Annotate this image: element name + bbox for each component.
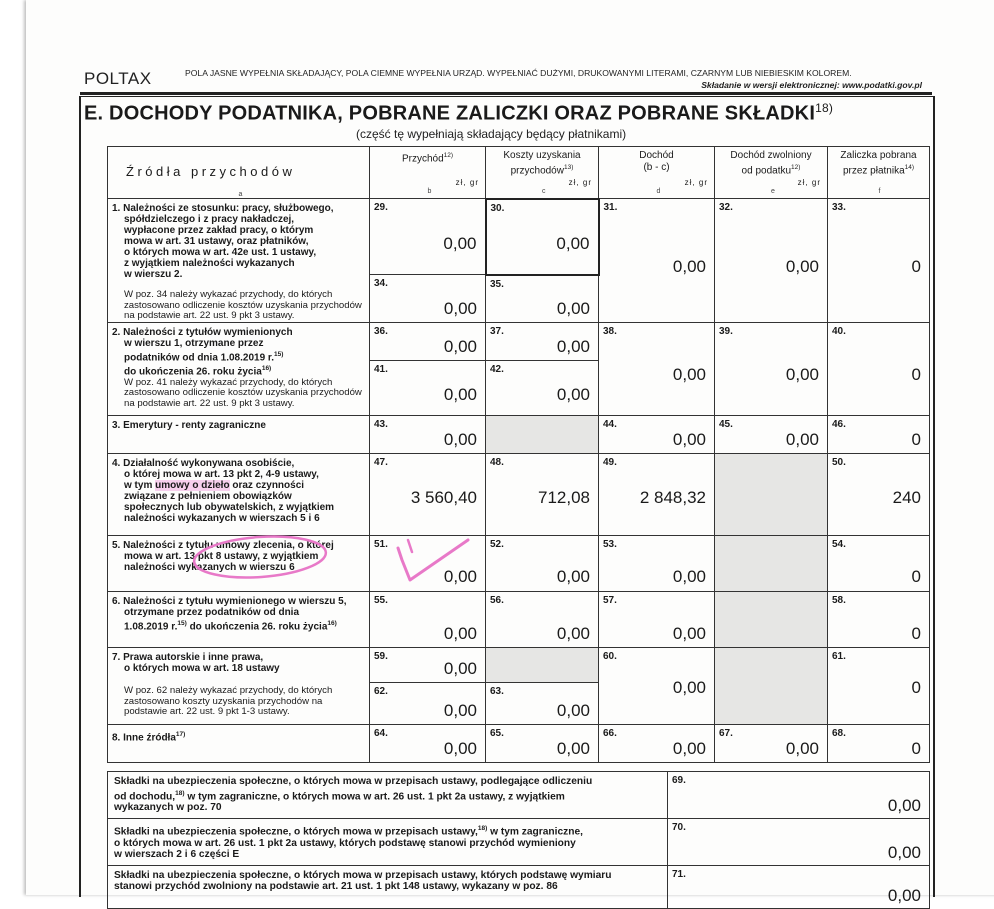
header-rule bbox=[80, 92, 932, 95]
field-37[interactable]: 37. 0,00 bbox=[486, 323, 599, 361]
field-69[interactable]: 69. 0,00 bbox=[668, 772, 930, 819]
field-39[interactable]: 39. 0,00 bbox=[715, 323, 828, 416]
income-table bbox=[107, 146, 930, 763]
field-53[interactable]: 53. 0,00 bbox=[599, 536, 715, 592]
shaded-cell bbox=[715, 592, 828, 648]
field-52[interactable]: 52. 0,00 bbox=[486, 536, 599, 592]
col-header-zaliczka: Zaliczka pobrana przez płatnika$^{14)}$ f bbox=[828, 147, 930, 199]
field-32[interactable]: 32. 0,00 bbox=[715, 199, 828, 323]
field-41[interactable]: 41. 0,00 bbox=[370, 361, 486, 416]
col-header-zwolniony: Dochód zwolniony od podatku$^{12)}$ zł, gr e bbox=[715, 147, 828, 199]
skladki-70-description: Składki na ubezpieczenia społeczne, o których mowa w przepisach ustawy,$^{18)}$ w tym zagraniczne, o których mowa w art. 26 ust. 1 pkt 2a ustawy, których podstawę stanowi przychód wymieniony w wierszach 2 i 6 części E bbox=[108, 818, 668, 865]
field-45[interactable]: 45. 0,00 bbox=[715, 416, 828, 454]
field-50[interactable]: 50. 240 bbox=[828, 454, 930, 536]
table-row bbox=[108, 772, 930, 819]
field-55[interactable]: 55. 0,00 bbox=[370, 592, 486, 648]
field-70[interactable]: 70. 0,00 bbox=[668, 818, 930, 865]
section-subtitle: (część tę wypełniają składający będący płatnikami) bbox=[356, 127, 627, 141]
field-49[interactable]: 49. 2 848,32 bbox=[599, 454, 715, 536]
field-34[interactable]: 34. 0,00 bbox=[370, 275, 486, 323]
col-header-dochod: Dochód (b - c) zł, gr d bbox=[599, 147, 715, 199]
row-5-description: 5. Należności z tytułu umowy zlecenia, o której mowa w art. 13 pkt 8 ustawy, z wyjątkiem należności wykazanych w wierszu 6 bbox=[108, 536, 370, 592]
field-68[interactable]: 68. 0 bbox=[828, 725, 930, 763]
field-48[interactable]: 48. 712,08 bbox=[486, 454, 599, 536]
field-58[interactable]: 58. 0 bbox=[828, 592, 930, 648]
row-6-description: 6. Należności z tytułu wymienionego w wierszu 5, otrzymane przez podatników od dnia 1.08.2019 r.$^{15)}$ do ukończenia 26. roku życia$^{16)}$ bbox=[108, 592, 370, 648]
field-47[interactable]: 47. 3 560,40 bbox=[370, 454, 486, 536]
circled-umowa-zlecenia: umowy zlecenia bbox=[215, 540, 293, 551]
field-64[interactable]: 64. 0,00 bbox=[370, 725, 486, 763]
shaded-cell bbox=[715, 454, 828, 536]
field-60[interactable]: 60. 0,00 bbox=[599, 648, 715, 725]
col-header-koszty: Koszty uzyskania przychodów$^{13)}$ zł, gr c bbox=[486, 147, 599, 199]
field-30[interactable]: 30. 0,00 bbox=[486, 199, 599, 275]
field-36[interactable]: 36. 0,00 bbox=[370, 323, 486, 361]
table-row bbox=[108, 416, 930, 454]
table-row bbox=[108, 454, 930, 536]
field-31[interactable]: 31. 0,00 bbox=[599, 199, 715, 323]
shaded-cell bbox=[486, 648, 599, 683]
col-header-source: Źródła przychodów a bbox=[108, 147, 370, 199]
field-54[interactable]: 54. 0 bbox=[828, 536, 930, 592]
field-57[interactable]: 57. 0,00 bbox=[599, 592, 715, 648]
skladki-69-description: Składki na ubezpieczenia społeczne, o których mowa w przepisach ustawy, podlegające odliczeniu od dochodu,$^{18)}$ w tym zagraniczne, o których mowa w art. 26 ust. 1 pkt 2a ustawy, z wyjątkiem wykazanych w poz. 70 bbox=[108, 772, 668, 819]
table-row bbox=[108, 323, 930, 361]
field-42[interactable]: 42. 0,00 bbox=[486, 361, 599, 416]
field-29[interactable]: 29. 0,00 bbox=[370, 199, 486, 275]
table-row bbox=[108, 818, 930, 865]
row-1-description: 1. Należności ze stosunku: pracy, służbowego, spółdzielczego i z pracy nakładczej, wypłacone przez zakład pracy, o którym mowa w art. 31 ustawy, oraz płatników, o których mowa w art. 42e ust. 1 ustawy, z wyjątkiem należności wykazanych w wierszu 2. W poz. 34 należy wykazać przychody, do których zastosowano odliczenie kosztów uzyskania przychodów na podstawie art. 22 ust. 9 pkt 3 ustawy. bbox=[108, 199, 370, 323]
row-7-description: 7. Prawa autorskie i inne prawa, o których mowa w art. 18 ustawy W poz. 62 należy wykazać przychody, do których zastosowano koszty uzyskania przychodów na podstawie art. 22 ust. 9 pkt 1-3 ustawy. bbox=[108, 648, 370, 725]
field-59[interactable]: 59. 0,00 bbox=[370, 648, 486, 683]
field-35[interactable]: 35. 0,00 bbox=[486, 275, 599, 323]
form-instructions: POLA JASNE WYPEŁNIA SKŁADAJĄCY, POLA CIEMNE WYPEŁNIA URZĄD. WYPEŁNIAĆ DUŻYMI, DRUKOWANYMI LITERAMI, CZARNYM LUB NIEBIESKIM KOLOREM. bbox=[185, 68, 852, 78]
field-40[interactable]: 40. 0 bbox=[828, 323, 930, 416]
shaded-cell bbox=[715, 536, 828, 592]
field-65[interactable]: 65. 0,00 bbox=[486, 725, 599, 763]
field-67[interactable]: 67. 0,00 bbox=[715, 725, 828, 763]
shaded-cell bbox=[486, 416, 599, 454]
poltax-logo: POLTAX bbox=[84, 69, 152, 88]
skladki-71-description: Składki na ubezpieczenia społeczne, o których mowa w przepisach ustawy, których podstawę wymiaru stanowi przychód zwolniony na podstawie art. 21 ust. 1 pkt 148 ustawy, wykazany w poz. 86 bbox=[108, 865, 668, 908]
table-row bbox=[108, 725, 930, 763]
row-8-description: 8. Inne źródła$^{17)}$ bbox=[108, 725, 370, 763]
field-43[interactable]: 43. 0,00 bbox=[370, 416, 486, 454]
row-3-description: 3. Emerytury - renty zagraniczne bbox=[108, 416, 370, 454]
field-63[interactable]: 63. 0,00 bbox=[486, 683, 599, 725]
table-row bbox=[108, 199, 930, 275]
field-61[interactable]: 61. 0 bbox=[828, 648, 930, 725]
web-note: Składanie w wersji elektronicznej: www.podatki.gov.pl bbox=[701, 80, 922, 90]
table-row bbox=[108, 648, 930, 683]
field-44[interactable]: 44. 0,00 bbox=[599, 416, 715, 454]
row-2-description: 2. Należności z tytułów wymienionych w wierszu 1, otrzymane przez podatników od dnia 1.08.2019 r.$^{15)}$ do ukończenia 26. roku życia$^{16)}$ W poz. 41 należy wykazać przychody, do których zastosowano odliczenie kosztów uzyskania przychodów na podstawie art. 22 ust. 9 pkt 3 ustawy. bbox=[108, 323, 370, 416]
col-header-przychod: Przychód$^{12)}$ zł, gr b bbox=[370, 147, 486, 199]
field-51[interactable]: 51. 0,00 bbox=[370, 536, 486, 592]
table-row bbox=[108, 592, 930, 648]
field-71[interactable]: 71. 0,00 bbox=[668, 865, 930, 908]
field-62[interactable]: 62. 0,00 bbox=[370, 683, 486, 725]
field-38[interactable]: 38. 0,00 bbox=[599, 323, 715, 416]
highlight-umowa-o-dzielo: umowy o dzieło bbox=[155, 480, 230, 491]
table-row bbox=[108, 536, 930, 592]
skladki-table bbox=[107, 771, 930, 909]
shaded-cell bbox=[715, 648, 828, 725]
field-66[interactable]: 66. 0,00 bbox=[599, 725, 715, 763]
field-46[interactable]: 46. 0 bbox=[828, 416, 930, 454]
table-row bbox=[108, 865, 930, 908]
field-56[interactable]: 56. 0,00 bbox=[486, 592, 599, 648]
row-4-description: 4. Działalność wykonywana osobiście, o której mowa w art. 13 pkt 2, 4-9 ustawy, w tym umowy o dzieło oraz czynności związane z pełnieniem obowiązków społecznych lub obywatelskich, z wyjątkiem należności wykazanych w wierszach 5 i 6 bbox=[108, 454, 370, 536]
field-33[interactable]: 33. 0 bbox=[828, 199, 930, 323]
table-header-row bbox=[108, 147, 930, 199]
section-title: E. DOCHODY PODATNIKA, POBRANE ZALICZKI ORAZ POBRANE SKŁADKI$^{18)}$ bbox=[84, 101, 834, 125]
